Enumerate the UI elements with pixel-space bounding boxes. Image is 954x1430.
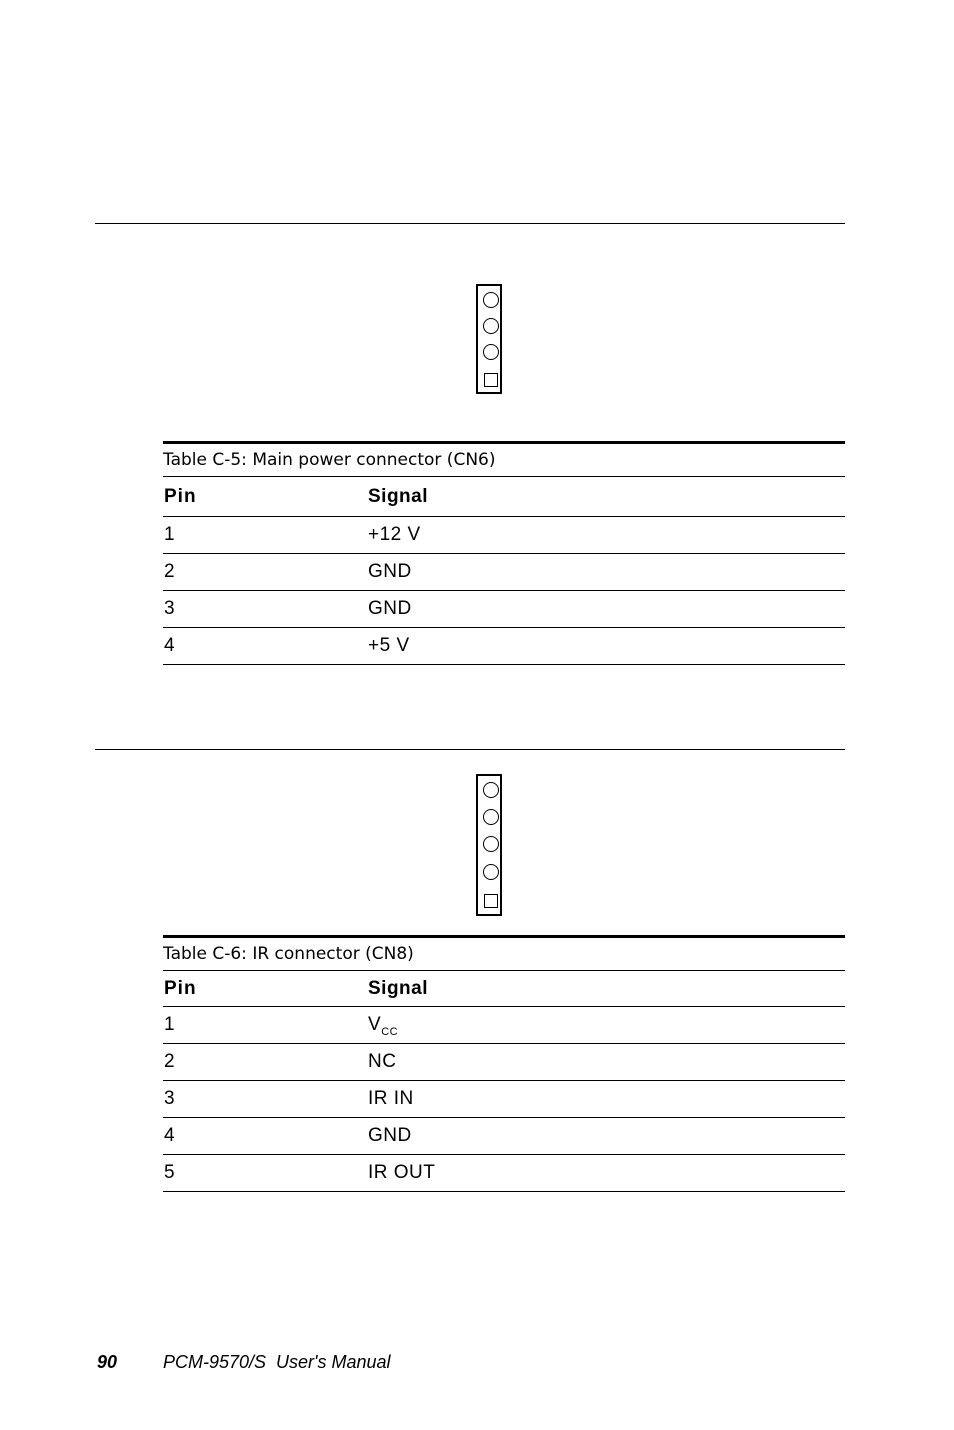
pin-number: 1: [164, 1014, 175, 1035]
signal-name: IR OUT: [368, 1162, 436, 1183]
page-footer: [97, 1352, 391, 1373]
signal-name: IR IN: [368, 1088, 414, 1109]
pin-circle-icon: [483, 292, 499, 308]
table-row: [163, 1081, 845, 1118]
pin-number: 2: [164, 1051, 175, 1072]
table-c5: [163, 441, 845, 665]
table-row: [163, 1007, 845, 1044]
signal-subscript: CC: [381, 1026, 399, 1038]
table-caption: Table C-5: Main power connector (CN6): [163, 444, 845, 477]
section-divider-middle: [95, 749, 845, 750]
section-divider-top: [95, 223, 845, 224]
table-row: [163, 628, 845, 665]
page-number: 90: [97, 1352, 118, 1372]
manual-title: PCM-9570/S User's Manual: [163, 1352, 391, 1372]
table-row: [163, 591, 845, 628]
signal-name: GND: [368, 561, 412, 582]
pin-number: 5: [164, 1162, 175, 1183]
pin-square-icon: [484, 894, 498, 908]
header-signal: Signal: [368, 978, 429, 999]
pin-square-icon: [484, 373, 498, 387]
signal-main: V: [368, 1014, 382, 1035]
table-row: [163, 517, 845, 554]
table-row: [163, 1044, 845, 1081]
pin-circle-icon: [483, 864, 499, 880]
table-header-row: [163, 971, 845, 1007]
table-header-row: [163, 477, 845, 517]
cn6-connector-diagram: [476, 284, 502, 394]
signal-name: GND: [368, 1125, 412, 1146]
pin-circle-icon: [483, 836, 499, 852]
pin-circle-icon: [483, 782, 499, 798]
pin-number: 2: [164, 561, 175, 582]
signal-name: GND: [368, 598, 412, 619]
header-pin: Pin: [164, 978, 197, 999]
pin-circle-icon: [483, 344, 499, 360]
table-row: [163, 1155, 845, 1192]
table-caption: Table C-6: IR connector (CN8): [163, 938, 845, 971]
table-c6: [163, 935, 845, 1192]
pin-circle-icon: [483, 809, 499, 825]
table-row: [163, 554, 845, 591]
signal-name: +12 V: [368, 524, 421, 545]
pin-number: 4: [164, 635, 175, 656]
pin-number: 3: [164, 1088, 175, 1109]
signal-name: NC: [368, 1051, 397, 1072]
pin-circle-icon: [483, 318, 499, 334]
header-pin: Pin: [164, 486, 197, 507]
pin-number: 4: [164, 1125, 175, 1146]
table-row: [163, 1118, 845, 1155]
header-signal: Signal: [368, 486, 429, 507]
pin-number: 3: [164, 598, 175, 619]
pin-number: 1: [164, 524, 175, 545]
signal-name: +5 V: [368, 635, 410, 656]
cn8-connector-diagram: [476, 774, 502, 916]
